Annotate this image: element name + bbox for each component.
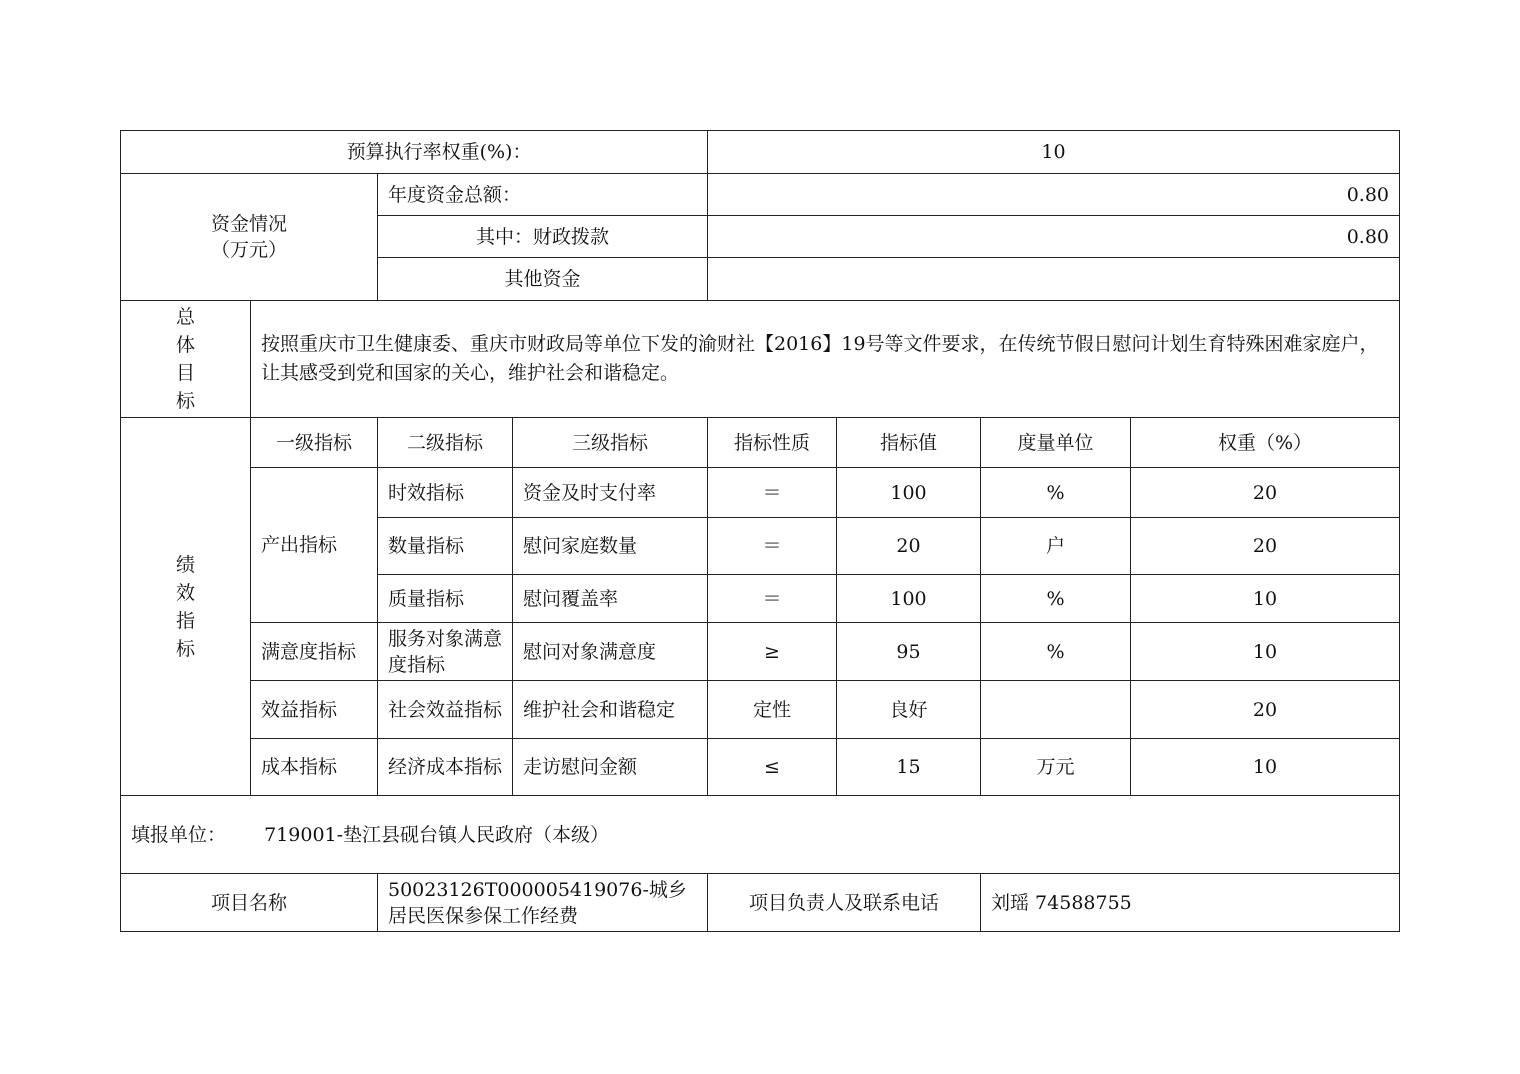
value-cell: 20 [837,518,981,575]
nature-cell: ＝ [708,575,837,623]
value-cell: 100 [837,575,981,623]
level1-cell: 成本指标 [251,739,378,796]
performance-table [120,130,1400,932]
unit-cell: % [981,623,1131,681]
project-name-value: 50023126T000005419076-城乡居民医保参保工作经费 [378,874,708,932]
goal-label-char: 目 [175,362,195,384]
goal-row [121,301,1400,418]
level3-cell: 慰问对象满意度 [513,623,708,681]
unit-cell: 万元 [981,739,1131,796]
value-cell: 95 [837,623,981,681]
header-level3: 三级指标 [513,418,708,468]
header-nature: 指标性质 [708,418,837,468]
level3-cell: 资金及时支付率 [513,468,708,518]
budget-rate-label: 预算执行率权重(%)： [121,131,708,174]
funds-total-row [121,174,1400,216]
level3-cell: 慰问家庭数量 [513,518,708,575]
indicators-label-char: 标 [175,637,195,660]
level2-cell: 质量指标 [378,575,513,623]
weight-cell: 10 [1131,623,1400,681]
value-cell: 良好 [837,681,981,739]
header-weight: 权重（%） [1131,418,1400,468]
project-name-label: 项目名称 [121,874,378,932]
nature-cell: ≥ [708,623,837,681]
level2-cell: 社会效益指标 [378,681,513,739]
header-level2: 二级指标 [378,418,513,468]
budget-rate-row [121,131,1400,174]
indicators-label-char: 绩 [175,553,195,576]
project-contact-label: 项目负责人及联系电话 [708,874,981,932]
goal-label [121,301,251,418]
funds-fiscal-label: 其中：财政拨款 [378,216,708,258]
funds-total-label: 年度资金总额： [378,174,708,216]
header-unit: 度量单位 [981,418,1131,468]
value-cell: 15 [837,739,981,796]
weight-cell: 20 [1131,518,1400,575]
header-value: 指标值 [837,418,981,468]
value-cell: 100 [837,468,981,518]
weight-cell: 10 [1131,739,1400,796]
nature-cell: 定性 [708,681,837,739]
level1-cell: 效益指标 [251,681,378,739]
goal-text: 按照重庆市卫生健康委、重庆市财政局等单位下发的渝财社【2016】19号等文件要求，在传统节假日慰问计划生育特殊困难家庭户，让其感受到党和国家的关心，维护社会和谐稳定。 [251,301,1400,418]
funds-label [121,174,378,301]
performance-goal-sheet [120,130,1399,932]
weight-cell: 10 [1131,575,1400,623]
funds-fiscal-value: 0.80 [708,216,1400,258]
level3-cell: 走访慰问金额 [513,739,708,796]
funds-other-value [708,258,1400,301]
table-row [121,468,1400,518]
indicators-label-char: 指 [175,609,195,632]
nature-cell: ≤ [708,739,837,796]
project-contact-value: 刘瑶 74588755 [981,874,1400,932]
nature-cell: ＝ [708,468,837,518]
weight-cell: 20 [1131,468,1400,518]
filler-value: 719001-垫江县砚台镇人民政府（本级） [264,823,610,846]
goal-label-char: 体 [175,334,195,356]
indicators-label-char: 效 [175,581,195,604]
weight-cell: 20 [1131,681,1400,739]
output-indicator-label: 产出指标 [251,468,378,623]
level2-cell: 数量指标 [378,518,513,575]
budget-rate-value: 10 [708,131,1400,174]
filler-row [121,796,1400,874]
filler-label: 填报单位： [131,823,227,846]
indicators-label [121,418,251,796]
unit-cell: % [981,575,1131,623]
indicator-header-row [121,418,1400,468]
funds-label-line1: 资金情况 [210,213,287,235]
header-level1: 一级指标 [251,418,378,468]
filler-cell [121,796,1400,874]
level2-cell: 经济成本指标 [378,739,513,796]
goal-label-char: 总 [175,306,195,328]
project-row [121,874,1400,932]
level3-cell: 维护社会和谐稳定 [513,681,708,739]
unit-cell [981,681,1131,739]
funds-label-line2: （万元） [210,239,287,261]
funds-other-label: 其他资金 [378,258,708,301]
table-row [121,681,1400,739]
goal-label-char: 标 [175,390,195,412]
unit-cell: % [981,468,1131,518]
nature-cell: ＝ [708,518,837,575]
unit-cell: 户 [981,518,1131,575]
level2-cell: 服务对象满意度指标 [378,623,513,681]
level1-cell: 满意度指标 [251,623,378,681]
level3-cell: 慰问覆盖率 [513,575,708,623]
table-row [121,623,1400,681]
funds-total-value: 0.80 [708,174,1400,216]
table-row [121,739,1400,796]
level2-cell: 时效指标 [378,468,513,518]
